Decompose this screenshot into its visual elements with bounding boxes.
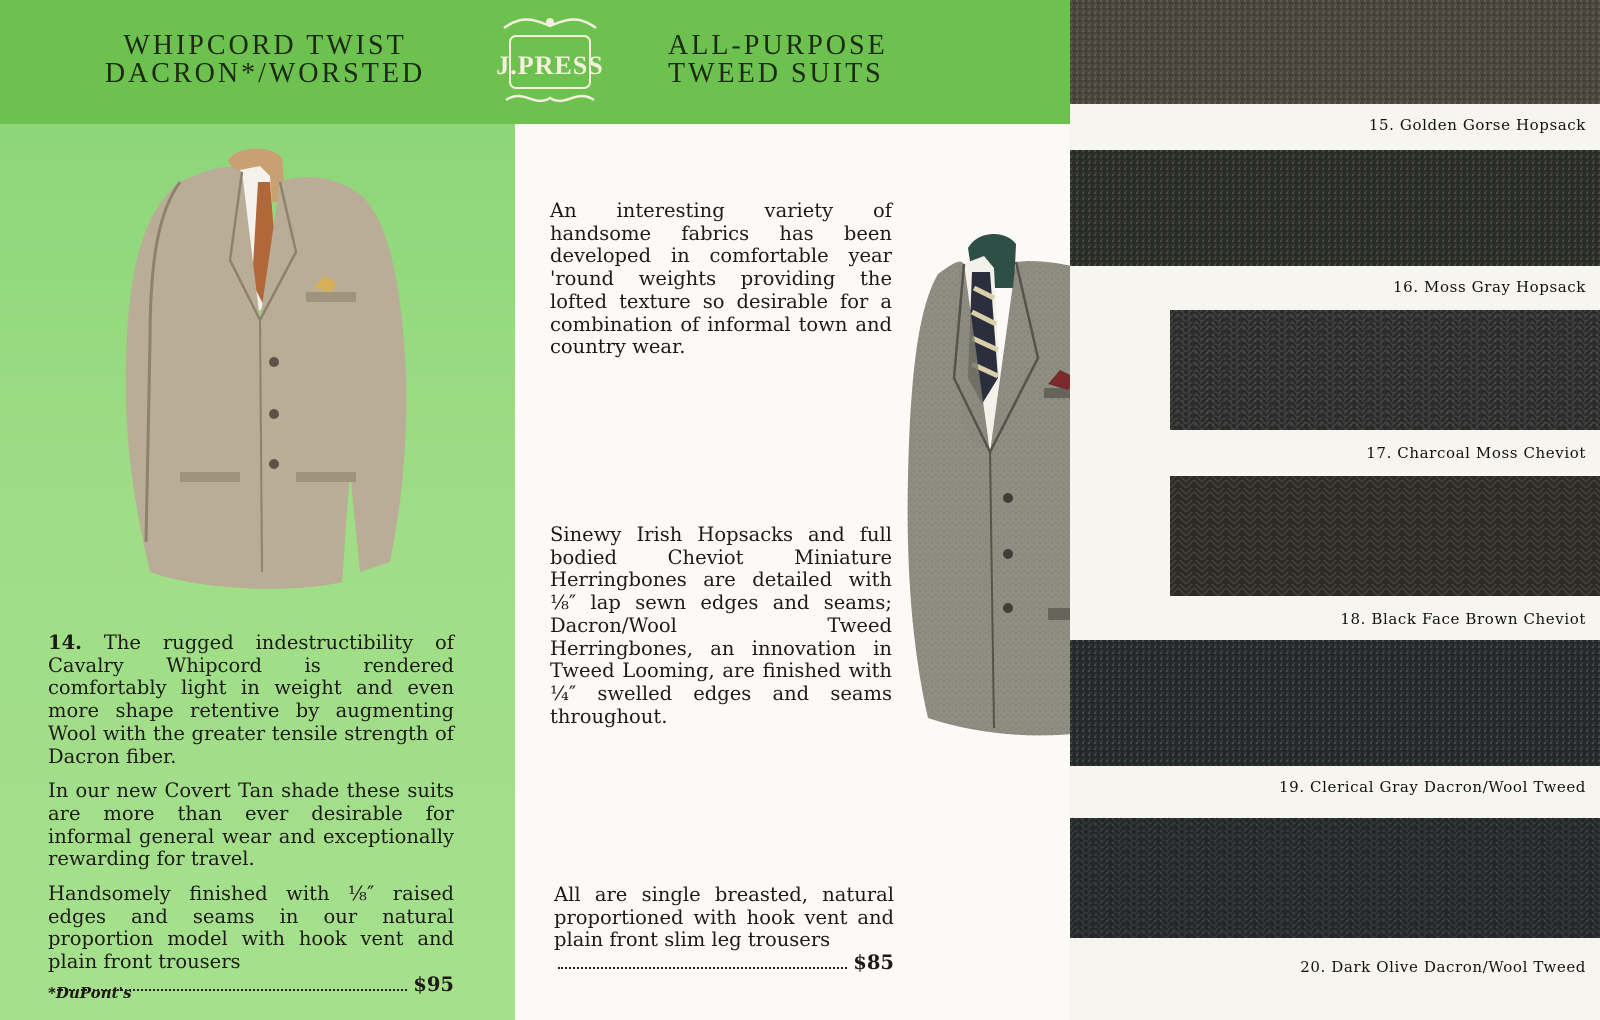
- logo-lettering: J.PRESS: [496, 51, 604, 80]
- whipcord-paragraph-3: [48, 883, 454, 974]
- tweed-paragraph-3: [554, 884, 894, 975]
- tweed-price-line: [554, 952, 894, 975]
- header-band: [0, 0, 1070, 124]
- tweed-p3-text: All are single breasted, natural proportioned with hook vent and plain front slim leg trousers: [554, 883, 894, 952]
- swatch-16-label: 16. Moss Gray Hopsack: [1393, 278, 1586, 296]
- whipcord-heading-line2: DACRON*/WORSTED: [104, 58, 426, 89]
- jpress-logo: [490, 8, 610, 116]
- whipcord-heading-line1: WHIPCORD TWIST: [123, 30, 407, 61]
- swatch-18: [1170, 476, 1600, 596]
- tweed-heading: [668, 32, 948, 88]
- fabric-swatch-column: [1070, 0, 1600, 1020]
- whipcord-paragraph-2: In our new Covert Tan shade these suits are more than ever desirable for informal general wear and exceptionally rewarding for travel.: [48, 779, 454, 871]
- swatch-15: [1070, 0, 1600, 104]
- swatch-17-fabric: [1170, 310, 1600, 430]
- tweed-price: $85: [853, 951, 894, 975]
- swatch-20-fabric: [1070, 818, 1600, 938]
- tan-jacket-illustration: [110, 142, 440, 612]
- whipcord-price: $95: [413, 972, 454, 996]
- tweed-paragraph-1: An interesting variety of handsome fabrics has been developed in comfortable year 'round weights providing the lofted texture so desirable for a combination of informal town and country wear.: [550, 199, 892, 359]
- swatch-15-label: 15. Golden Gorse Hopsack: [1368, 116, 1586, 134]
- swatch-20-label: 20. Dark Olive Dacron/Wool Tweed: [1300, 958, 1586, 976]
- swatch-19: [1070, 640, 1600, 766]
- swatch-17-label: 17. Charcoal Moss Cheviot: [1366, 444, 1586, 462]
- dupont-footnote: *DuPont's: [48, 984, 132, 1002]
- whipcord-paragraph-1: [48, 632, 454, 768]
- swatch-16-fabric: [1070, 150, 1600, 266]
- swatch-15-fabric: [1070, 0, 1600, 104]
- whipcord-p1-text: The rugged indestructibility of Cavalry Whipcord is rendered comfortably light in weight and even more shape retentive by augmenting Wool with the greater tensile strength of Dacron fiber.: [48, 631, 454, 768]
- swatch-18-label: 18. Black Face Brown Cheviot: [1340, 610, 1586, 628]
- leader-dots: [558, 967, 847, 969]
- tweed-heading-line2: TWEED SUITS: [668, 58, 884, 89]
- whipcord-heading: [70, 32, 460, 88]
- tweed-paragraph-2: Sinewy Irish Hopsacks and full bodied Cheviot Miniature Herringbones are detailed with ⅛″ lap sewn edges and seams; Dacron/Wool Tweed Herringbones, an innovation in Tweed Looming, are finished with ¼″ swelled edges and seams throughout.: [550, 523, 892, 728]
- swatch-18-fabric: [1170, 476, 1600, 596]
- swatch-19-fabric: [1070, 640, 1600, 766]
- whipcord-p3-text: Handsomely finished with ⅛″ raised edges and seams in our natural proportion model with hook vent and plain front trousers: [48, 882, 454, 974]
- swatch-16: [1070, 150, 1600, 266]
- swatch-20: [1070, 818, 1600, 938]
- whipcord-description: [48, 632, 454, 997]
- swatch-19-label: 19. Clerical Gray Dacron/Wool Tweed: [1279, 778, 1586, 796]
- item-number-14: 14.: [48, 631, 82, 654]
- swatch-17: [1170, 310, 1600, 430]
- tweed-heading-line1: ALL-PURPOSE: [668, 30, 888, 61]
